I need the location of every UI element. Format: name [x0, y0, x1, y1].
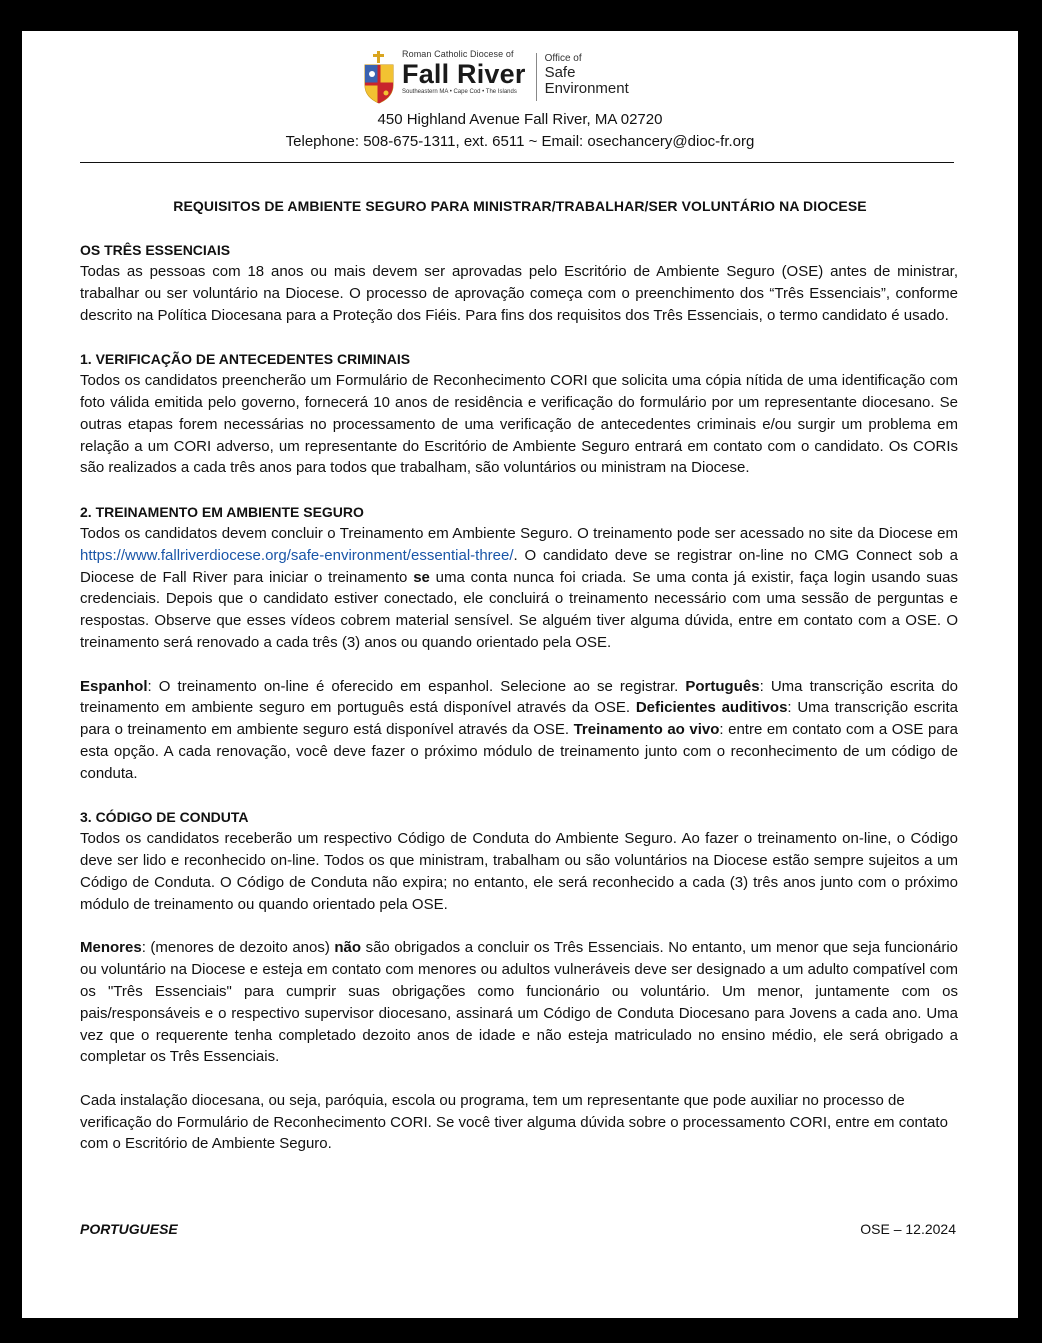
conduct-paragraph: Todos os candidatos receberão um respectivo Código de Conduta do Ambiente Seguro. Ao fazer o treinamento on-line, o Código deve ser lido e reconhecido on-line. Todos os que ministram, trabalham ou são voluntários na Diocese estão sempre sujeitos a um Código de Conduta. O Código de Conduta não expira; no entanto, ele será reconhecido a cada (3) três anos junto com o próximo módulo de treinamento ou quando orientado pela OSE.: [80, 830, 958, 913]
document-body: [80, 239, 958, 1155]
language-text-spanish: : O treinamento on-line é oferecido em espanhol. Selecione ao se registrar.: [147, 677, 686, 695]
training-text-b: . O candidato deve se registrar on-line no CMG Connect sob a Diocese de Fall River para iniciar o treinamento: [80, 546, 958, 586]
language-text-live: : entre em contato com a OSE para esta opção. A cada renovação, você deve fazer o próximo módulo de treinamento junto com o reconhecimento de um código de conduta.: [80, 721, 958, 782]
closing-paragraph: Cada instalação diocesana, ou seja, paróquia, escola ou programa, tem um representante que pode auxiliar no processo de verificação do Formulário de Reconhecimento CORI. Se você tiver alguma dúvida sobre o processamento CORI, entre em contato com o Escritório de Ambiente Seguro.: [80, 1091, 948, 1153]
language-text-hearing: : Uma transcrição escrita para o treinamento em ambiente seguro está disponível através da OSE.: [80, 699, 958, 739]
contact-line: Telephone: 508-675-1311, ext. 6511 ~ Email: osechancery@dioc-fr.org: [285, 133, 755, 150]
crest-icon: [362, 51, 396, 105]
header-rule: [80, 162, 954, 163]
training-paragraph: [80, 523, 958, 654]
language-text-portuguese: : Uma transcrição escrita do treinamento em ambiente seguro em português está disponível através da OSE.: [80, 677, 959, 717]
training-text-a: Todos os candidatos devem concluir o Treinamento em Ambiente Seguro. O treinamento pode ser acessado no site da Diocese em: [80, 524, 958, 542]
address-line: 450 Highland Avenue Fall River, MA 02720: [377, 111, 663, 128]
logo-divider: [536, 53, 537, 101]
document-page: [22, 31, 1018, 1318]
diocese-logo: [362, 49, 629, 105]
diocese-top-text: Roman Catholic Diocese of: [402, 49, 514, 59]
footer-version: OSE – 12.2024: [860, 1221, 956, 1237]
office-name-line1: Safe: [544, 64, 576, 81]
background-check-paragraph: Todos os candidatos preencherão um Formulário de Reconhecimento CORI que solicita uma cópia nítida de uma identificação com foto válida emitida pelo governo, fornecerá 10 anos de residência e verificação do formulário por um representante diocesano. Se outras etapas forem necessárias no processamento de uma verificação de antecedentes criminais e/ou surgir um problema em relação a um CORI adverso, um representante do Escritório de Ambiente Seguro entrará em contato com o candidato. Os CORIs são realizados a cada três anos para todos que trabalham, são voluntários ou ministram na Diocese.: [80, 372, 958, 477]
office-of-text: Office of: [544, 53, 582, 64]
language-label-portuguese: Português: [685, 677, 760, 695]
diocese-tagline: Southeastern MA • Cape Cod • The Islands: [402, 89, 517, 95]
language-label-hearing: Deficientes auditivos: [635, 699, 788, 717]
training-bold-se: se: [413, 568, 430, 586]
language-label-live: Treinamento ao vivo: [573, 721, 720, 739]
minors-text-b: são obrigados a concluir os Três Essenciais. No entanto, um menor que seja funcionário ou voluntário na Diocese e esteja em contato com menores ou adultos vulneráveis deve ser designado a um adulto compatível com os "Três Essenciais" para cumprir suas obrigações como funcionário ou voluntário. Um menor, juntamente com os pais/responsáveis e o respectivo supervisor diocesano, assinará um Código de Conduta Diocesano para Jovens a cada ano. Uma vez que o requerente tenha completado dezoito anos de idade e não esteja matriculado no ensino médio, ele será obrigado a completar os Três Essenciais.: [80, 939, 958, 1066]
section-heading-essentials: OS TRÊS ESSENCIAIS: [80, 242, 231, 258]
footer-language: PORTUGUESE: [80, 1221, 178, 1237]
training-text-c: uma conta nunca foi criada. Se uma conta já existir, faça login usando suas credenciais. Depois que o candidato estiver conectado, ele concluirá o treinamento necessário com uma sessão de perguntas e respostas. Observe que esses vídeos cobrem material sensível. Se alguém tiver alguma dúvida, entre em contato com a OSE. O treinamento será renovado a cada três (3) anos ou quando orientado pela OSE.: [80, 568, 958, 651]
minors-bold-nao: não: [334, 939, 362, 957]
document-title: REQUISITOS DE AMBIENTE SEGURO PARA MINISTRAR/TRABALHAR/SER VOLUNTÁRIO NA DIOCESE: [173, 198, 867, 214]
office-name-line2: Environment: [544, 80, 629, 97]
minors-label: Menores: [80, 939, 142, 957]
section-heading-conduct: 3. CÓDIGO DE CONDUTA: [80, 809, 249, 826]
section-heading-training: 2. TREINAMENTO EM AMBIENTE SEGURO: [80, 503, 364, 520]
essentials-paragraph: Todas as pessoas com 18 anos ou mais devem ser aprovadas pelo Escritório de Ambiente Seguro (OSE) antes de ministrar, trabalhar ou ser voluntário na Diocese. O processo de aprovação começa com o preenchimento dos “Três Essenciais”, conforme descrito na Política Diocesana para a Proteção dos Fiéis. Para fins dos requisitos dos Três Essenciais, o termo candidato é usado.: [80, 263, 958, 324]
minors-text-a: : (menores de dezoito anos): [141, 939, 335, 957]
diocese-name: Fall River: [402, 59, 526, 89]
languages-paragraph: [80, 676, 958, 785]
minors-paragraph: [80, 937, 958, 1068]
section-heading-background-check: 1. VERIFICAÇÃO DE ANTECEDENTES CRIMINAIS: [80, 351, 411, 368]
language-label-spanish: Espanhol: [80, 677, 148, 695]
training-link[interactable]: https://www.fallriverdiocese.org/safe-environment/essential-three/: [80, 546, 514, 564]
